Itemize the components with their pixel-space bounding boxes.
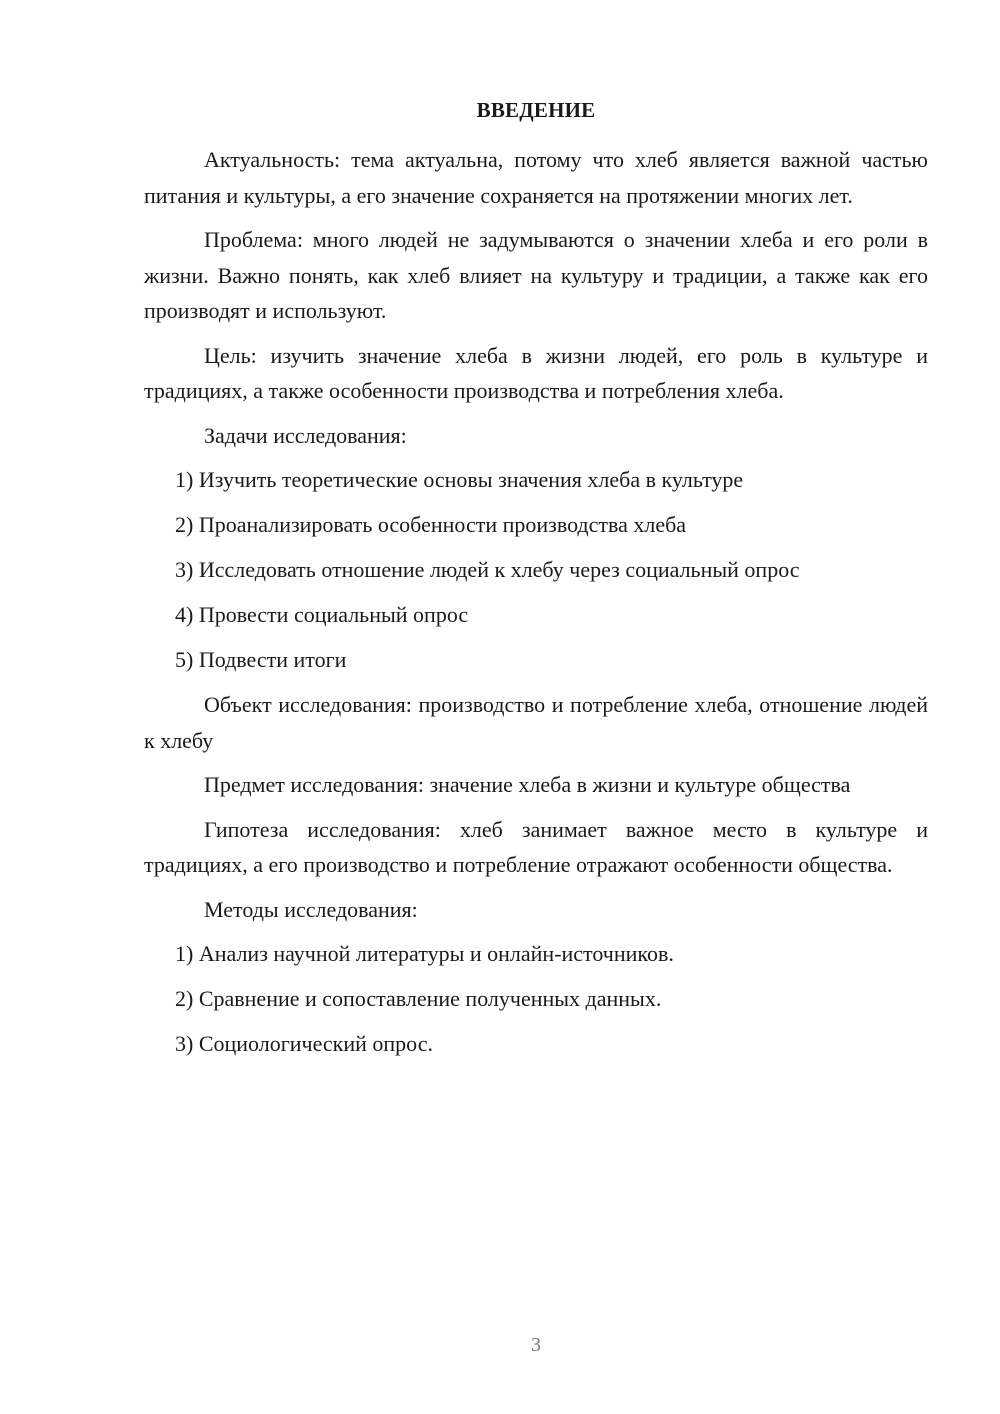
problem-paragraph: Проблема: много людей не задумываются о значении хлеба и его роли в жизни. Важно понять, как хлеб влияет на культуру и традиции, а также как его производят и используют.	[144, 227, 928, 323]
hypothesis-paragraph: Гипотеза исследования: хлеб занимает важное место в культуре и традициях, а его производство и потребление отражают особенности общества.	[144, 816, 928, 877]
list-item: 5) Подвести итоги	[175, 647, 347, 672]
tasks-list	[144, 462, 928, 678]
list-item: 1) Анализ научной литературы и онлайн-источников.	[175, 941, 674, 966]
methods-list	[144, 936, 928, 1062]
tasks-heading: Задачи исследования:	[204, 422, 407, 448]
subject-paragraph: Предмет исследования: значение хлеба в жизни и культуре общества	[204, 772, 851, 797]
page-body	[144, 142, 928, 1071]
list-item: 4) Провести социальный опрос	[175, 602, 469, 627]
list-item: 1) Изучить теоретические основы значения хлеба в культуре	[175, 467, 744, 492]
goal-paragraph: Цель: изучить значение хлеба в жизни людей, его роль в культуре и традициях, а также особенности производства и потребления хлеба.	[144, 342, 928, 403]
section-title: ВВЕДЕНИЕ	[476, 98, 596, 122]
list-item: 2) Проанализировать особенности производства хлеба	[175, 512, 687, 537]
relevance-paragraph: Актуальность: тема актуальна, потому что хлеб является важной частью питания и культуры, а его значение сохраняется на протяжении многих лет.	[144, 147, 928, 208]
methods-heading: Методы исследования:	[204, 896, 418, 922]
page-number: 3	[531, 1334, 541, 1356]
list-item: 2) Сравнение и сопоставление полученных данных.	[175, 986, 662, 1011]
list-item: 3) Социологический опрос.	[175, 1031, 433, 1056]
object-paragraph: Объект исследования: производство и потребление хлеба, отношение людей к хлебу	[144, 692, 928, 753]
list-item: 3) Исследовать отношение людей к хлебу через социальный опрос	[175, 557, 800, 582]
